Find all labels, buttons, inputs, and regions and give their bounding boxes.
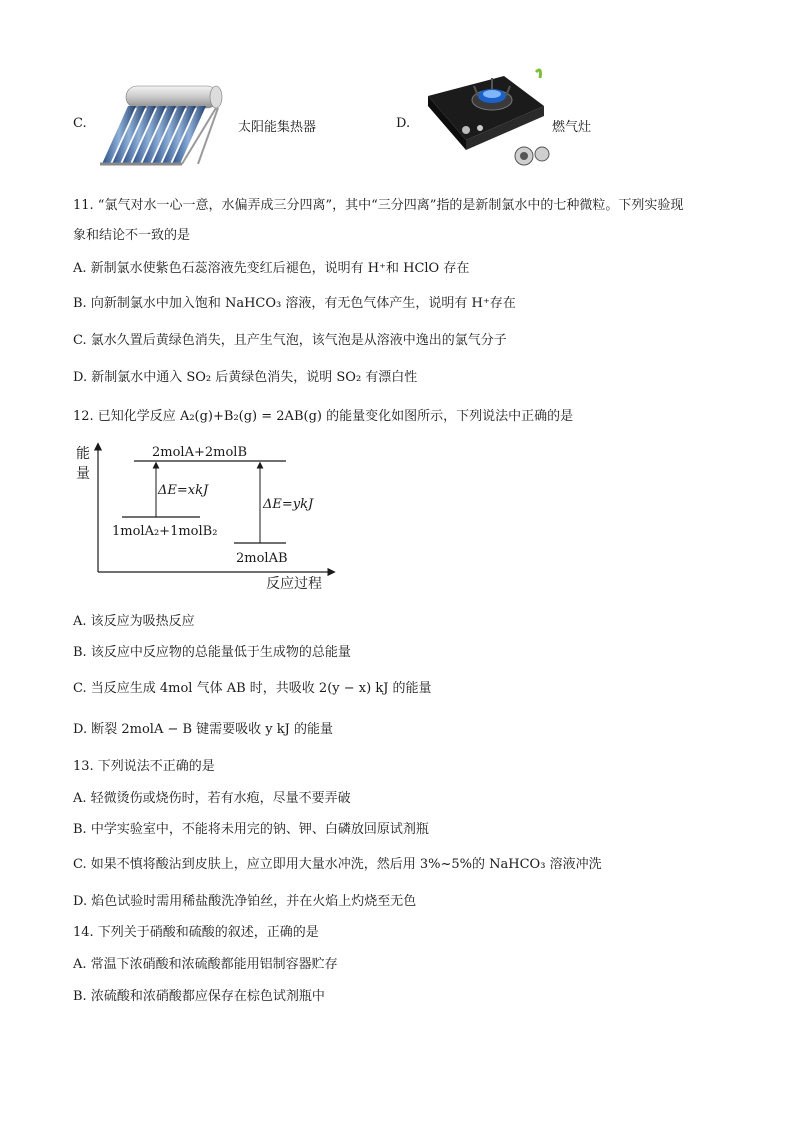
q13-option-a: A. 轻微烫伤或烧伤时，若有水疱，尽量不要弄破 bbox=[73, 791, 351, 806]
solar-water-heater-image bbox=[98, 84, 230, 170]
level-2molA-2molB-label: 2molA+2molB bbox=[152, 445, 247, 460]
q12-option-a: A. 该反应为吸热反应 bbox=[73, 614, 195, 629]
q13-option-b: B. 中学实验室中，不能将未用完的钠、钾、白磷放回原试剂瓶 bbox=[73, 822, 429, 837]
q13-stem: 13. 下列说法不正确的是 bbox=[73, 759, 215, 774]
option-d-label: 燃气灶 bbox=[552, 120, 592, 135]
arrow-delta-x-label: ΔE=xkJ bbox=[158, 483, 209, 498]
q12-option-d: D. 断裂 2molA − B 键需要吸收 y kJ 的能量 bbox=[73, 722, 334, 737]
q13-option-c: C. 如果不慎将酸沾到皮肤上，应立即用大量水冲洗，然后用 3%~5%的 NaHCO₃ 溶液冲洗 bbox=[73, 857, 602, 872]
level-2molAB-label: 2molAB bbox=[236, 551, 288, 566]
q14-stem: 14. 下列关于硝酸和硫酸的叙述，正确的是 bbox=[73, 925, 319, 940]
energy-diagram bbox=[70, 438, 350, 598]
q12-option-c: C. 当反应生成 4mol 气体 AB 时，共吸收 2(y − x) kJ 的能量 bbox=[73, 681, 432, 696]
q12-option-b: B. 该反应中反应物的总能量低于生成物的总能量 bbox=[73, 645, 351, 660]
q14-option-a: A. 常温下浓硝酸和浓硫酸都能用铝制容器贮存 bbox=[73, 957, 338, 972]
energy-axis-label-bottom: 量 bbox=[76, 466, 90, 482]
option-c-letter: C. bbox=[73, 116, 87, 131]
reaction-axis-label: 反应过程 bbox=[266, 576, 322, 592]
option-d-letter: D. bbox=[396, 116, 411, 131]
arrow-delta-y-label: ΔE=ykJ bbox=[263, 497, 314, 512]
q11-option-c: C. 氯水久置后黄绿色消失，且产生气泡，该气泡是从溶液中逸出的氯气分子 bbox=[73, 333, 507, 348]
energy-axis-label-top: 能 bbox=[76, 446, 90, 462]
q14-option-b: B. 浓硫酸和浓硝酸都应保存在棕色试剂瓶中 bbox=[73, 989, 325, 1004]
gas-stove-image bbox=[418, 66, 550, 168]
q13-option-d: D. 焰色试验时需用稀盐酸洗净铂丝，并在火焰上灼烧至无色 bbox=[73, 894, 417, 909]
level-A2-B2-label: 1molA₂+1molB₂ bbox=[112, 524, 218, 539]
option-c-label: 太阳能集热器 bbox=[238, 120, 317, 135]
q11-stem-line1: 11. “氯气对水一心一意，水偏弄成三分四离”，其中“三分四离”指的是新制氯水中的七种微粒。下列实验现 bbox=[73, 198, 684, 213]
q11-option-b: B. 向新制氯水中加入饱和 NaHCO₃ 溶液，有无色气体产生，说明有 H⁺存在 bbox=[73, 296, 516, 311]
q11-stem-line2: 象和结论不一致的是 bbox=[73, 228, 191, 243]
q11-option-d: D. 新制氯水中通入 SO₂ 后黄绿色消失，说明 SO₂ 有漂白性 bbox=[73, 370, 418, 385]
q11-option-a: A. 新制氯水使紫色石蕊溶液先变红后褪色，说明有 H⁺和 HClO 存在 bbox=[73, 261, 470, 276]
q12-stem: 12. 已知化学反应 A₂(g)+B₂(g) = 2AB(g) 的能量变化如图所示，下列说法中正确的是 bbox=[73, 409, 574, 424]
